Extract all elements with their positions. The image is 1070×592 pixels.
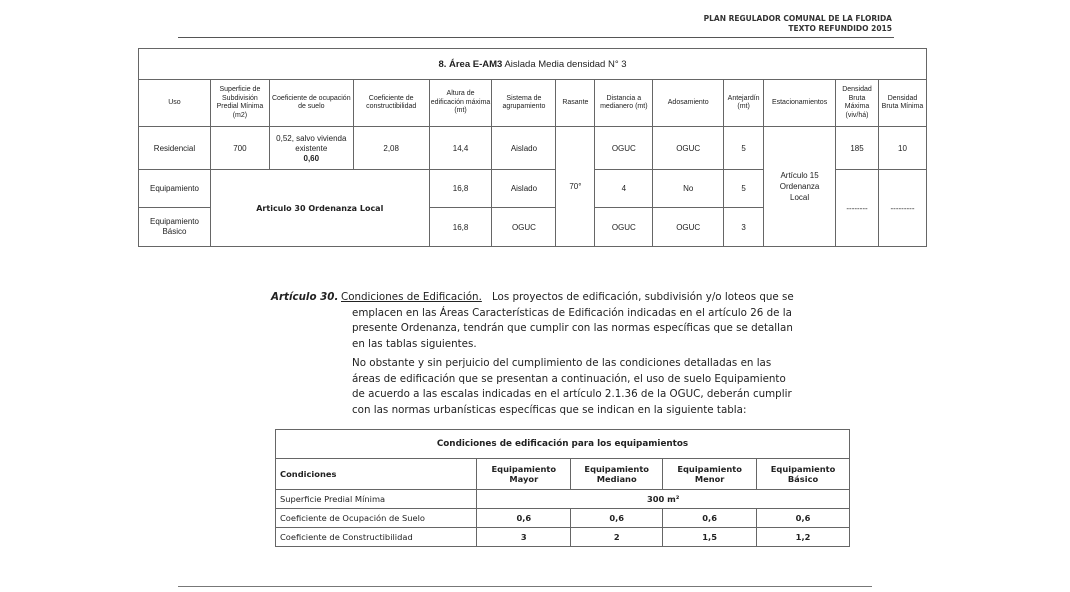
- cell-articulo: Articulo 30 Ordenanza Local: [210, 170, 429, 247]
- cell-uso: Equipamiento Básico: [139, 208, 211, 247]
- cell-antejardin: 3: [724, 208, 764, 247]
- col-distancia: Distancia a medianero (mt): [595, 80, 653, 127]
- cell-distancia: 4: [595, 170, 653, 208]
- cell-altura: 14,4: [429, 127, 492, 170]
- table2-header-row: [276, 459, 850, 490]
- cell-value: 0,6: [571, 509, 663, 528]
- col-eq-mayor: Equipamiento Mayor: [477, 459, 571, 490]
- cell-altura: 16,8: [429, 208, 492, 247]
- row-label: Coeficiente de Ocupación de Suelo: [276, 509, 477, 528]
- cell-densidad-max: --------: [836, 170, 879, 247]
- cell-densidad-min: ---------: [878, 170, 926, 247]
- col-condiciones: Condiciones: [276, 459, 477, 490]
- table-row: [276, 490, 850, 509]
- col-antejardin: Antejardín (mt): [724, 80, 764, 127]
- cell-sistema: Aislado: [492, 170, 556, 208]
- cell-coef-const: 2,08: [353, 127, 429, 170]
- row-label: Coeficiente de Constructibilidad: [276, 528, 477, 547]
- cell-value: 0,6: [757, 509, 850, 528]
- cell-distancia: OGUC: [595, 127, 653, 170]
- col-rasante: Rasante: [556, 80, 595, 127]
- col-eq-mediano: Equipamiento Mediano: [571, 459, 663, 490]
- col-uso: Uso: [139, 80, 211, 127]
- article-paragraph-1: Los proyectos de edificación, subdivisión y/o loteos que se emplacen en las Áreas Características de Edificación indicadas en el artículo 26 de la presente Ordenanza, tendrán que cumplir con las normas específicas que se detallan en las tablas siguientes.: [352, 291, 794, 350]
- col-coef-ocupacion: Coeficiente de ocupación de suelo: [269, 80, 353, 127]
- article-paragraph-2: No obstante y sin perjuicio del cumplimiento de las condiciones detalladas en las áreas de edificación que se presentan a continuación, el uso de suelo Equipamiento de acuerdo a las escalas indicadas en el artículo 2.1.36 de la OGUC, deberán cumplir con las normas urbanísticas específicas que se indican en la siguiente tabla:: [352, 357, 792, 416]
- col-adosamiento: Adosamiento: [653, 80, 724, 127]
- equipment-conditions-table: [275, 429, 850, 547]
- cell-densidad-min: 10: [878, 127, 926, 170]
- cell-antejardin: 5: [724, 170, 764, 208]
- article-heading: Condiciones de Edificación.: [341, 291, 482, 303]
- table-row: [276, 528, 850, 547]
- cell-altura: 16,8: [429, 170, 492, 208]
- header-rule: [178, 37, 894, 38]
- cell-value: 0,6: [663, 509, 757, 528]
- article-label: Artículo 30.: [271, 291, 339, 303]
- document-header: [704, 14, 892, 34]
- col-estacionamientos: Estacionamientos: [764, 80, 836, 127]
- col-altura: Altura de edificación máxima (mt): [429, 80, 492, 127]
- cell-value: 0,6: [477, 509, 571, 528]
- cell-adosamiento: OGUC: [653, 208, 724, 247]
- cell-sistema: Aislado: [492, 127, 556, 170]
- cell-distancia: OGUC: [595, 208, 653, 247]
- cell-merged-value: 300 m²: [477, 490, 850, 509]
- cell-coef-ocupacion: 0,52, salvo vivienda existente 0,60: [269, 127, 353, 170]
- col-densidad-max: Densidad Bruta Máxima (viv/há): [836, 80, 879, 127]
- cell-sistema: OGUC: [492, 208, 556, 247]
- col-sistema: Sistema de agrupamiento: [492, 80, 556, 127]
- row-label: Superficie Predial Mínima: [276, 490, 477, 509]
- col-eq-basico: Equipamiento Básico: [757, 459, 850, 490]
- col-coef-constructibilidad: Coeficiente de constructibilidad: [353, 80, 429, 127]
- cell-value: 1,5: [663, 528, 757, 547]
- cell-rasante: 70°: [556, 127, 595, 247]
- table2-title: Condiciones de edificación para los equipamientos: [276, 430, 850, 459]
- header-title: PLAN REGULADOR COMUNAL DE LA FLORIDA: [703, 14, 892, 23]
- col-superficie: Superficie de Subdivisión Predial Mínima (m2): [210, 80, 269, 127]
- cell-antejardin: 5: [724, 127, 764, 170]
- cell-value: 2: [571, 528, 663, 547]
- cell-adosamiento: No: [653, 170, 724, 208]
- cell-superficie: 700: [210, 127, 269, 170]
- cell-estacionamientos: Artículo 15 Ordenanza Local: [764, 127, 836, 247]
- cell-uso: Equipamiento: [139, 170, 211, 208]
- col-densidad-min: Densidad Bruta Mínima: [878, 80, 926, 127]
- col-eq-menor: Equipamiento Menor: [663, 459, 757, 490]
- cell-value: 1,2: [757, 528, 850, 547]
- table-row: [139, 127, 927, 170]
- table1-title: 8. Área E-AM3 Aislada Media densidad N° 3: [139, 49, 927, 80]
- footer-rule: [178, 586, 872, 587]
- area-e-am3-table: [138, 48, 927, 247]
- table-row: [276, 509, 850, 528]
- cell-adosamiento: OGUC: [653, 127, 724, 170]
- table1-header-row: [139, 80, 927, 127]
- cell-densidad-max: 185: [836, 127, 879, 170]
- header-subtitle: TEXTO REFUNDIDO 2015: [788, 24, 892, 33]
- cell-value: 3: [477, 528, 571, 547]
- cell-uso: Residencial: [139, 127, 211, 170]
